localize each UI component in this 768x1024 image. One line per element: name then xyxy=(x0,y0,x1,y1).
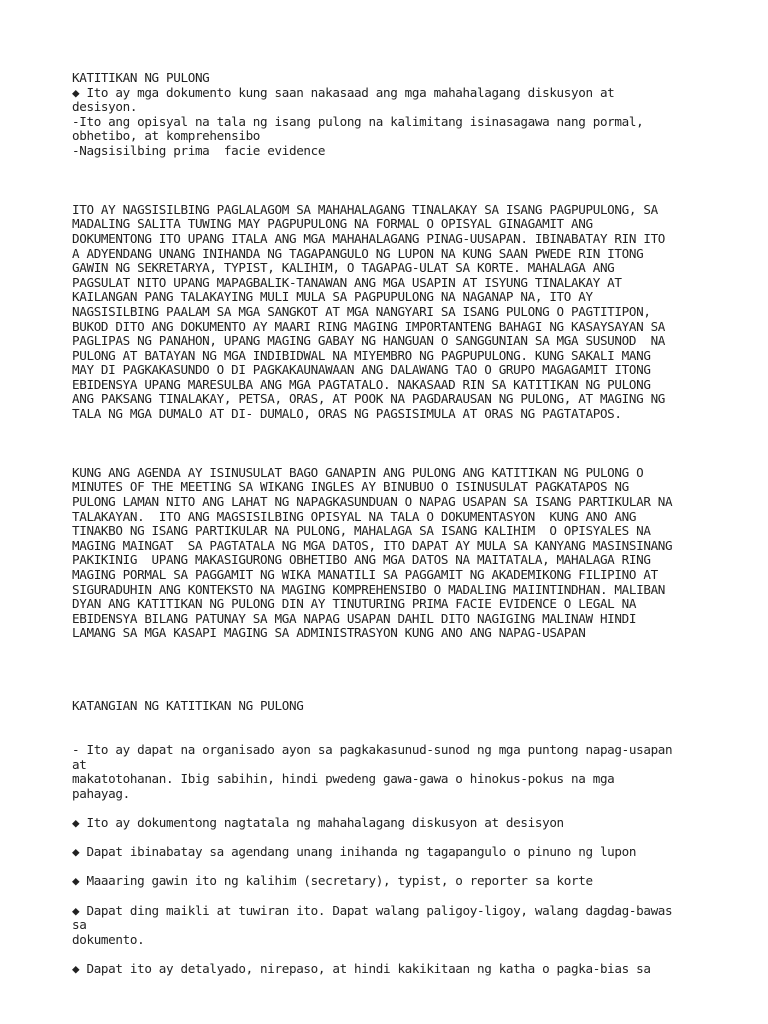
spacer xyxy=(72,714,712,743)
paragraph-2-line: TINAKBO NG ISANG PARTIKULAR NA PULONG, MAHALAGA SA ISANG KALIHIM O OPISYALES NA xyxy=(72,523,651,539)
paragraph-1-line: MADALING SALITA TUWING MAY PAGPUPULONG NA FORMAL O OPISYAL GINAGAMIT ANG xyxy=(72,216,593,232)
spacer xyxy=(72,947,712,962)
paragraph-1-line: PAGLIPAS NG PANAHON, UPANG MAGING GABAY NG HANGUAN O SANGGUNIAN SA MGA SUSUNOD NA xyxy=(72,333,666,349)
paragraph-1-line: MAY DI PAGKAKASUNDO O DI PAGKAKAUNAWAAN ANG DALAWANG TAO O GRUPO MAGAGAMIT ITONG xyxy=(72,362,651,378)
paragraph-2-line: MAGING MAINGAT SA PAGTATALA NG MGA DATOS, ITO DAPAT AY MULA SA KANYANG MASINSINANG xyxy=(72,537,673,553)
list-item: ◆ Ito ay dokumentong nagtatala ng mahahalagang diskusyon at desisyon xyxy=(72,815,564,831)
paragraph-2-line: PAKIKINIG UPANG MAKASIGURONG OBHETIBO ANG MGA DATOS NA MAITATALA, MAHALAGA RING xyxy=(72,552,651,568)
intro-bullet-line-2: desisyon. xyxy=(72,99,138,115)
intro-dash-line-1: -Ito ang opisyal na tala ng isang pulong na kalimitang isinasagawa nang pormal, xyxy=(72,113,644,129)
paragraph-1-line: A ADYENDANG UNANG INIHANDA NG TAGAPANGULO NG LUPON NA KUNG SAAN PWEDE RIN ITONG xyxy=(72,245,644,261)
spacer xyxy=(72,451,712,466)
paragraph-2-line: TALAKAYAN. ITO ANG MAGSISILBING OPISYAL NA TALA O DOKUMENTASYON KUNG ANO ANG xyxy=(72,508,637,524)
paragraph-2 xyxy=(72,466,712,641)
list-item-line: pahayag. xyxy=(72,785,130,801)
intro-bullet-line-1: ◆ Ito ay mga dokumento kung saan nakasaad ang mga mahahalagang diskusyon at xyxy=(72,84,615,100)
list-item-line: at xyxy=(72,756,87,772)
paragraph-1-line: TALA NG MGA DUMALO AT DI- DUMALO, ORAS NG PAGSISIMULA AT ORAS NG PAGTATAPOS. xyxy=(72,406,622,422)
intro-dash-line-2: obhetibo, at komprehensibo xyxy=(72,128,261,144)
spacer xyxy=(72,889,712,904)
list-item: ◆ Dapat ito ay detalyado, nirepaso, at hindi kakikitaan ng katha o pagka-bias sa xyxy=(72,961,651,977)
paragraph-2-line: LAMANG SA MGA KASAPI MAGING SA ADMINISTRASYON KUNG ANO ANG NAPAG-USAPAN xyxy=(72,625,586,641)
spacer xyxy=(72,802,712,817)
list-item-line: makatotohanan. Ibig sabihin, hindi pwedeng gawa-gawa o hinokus-pokus na mga xyxy=(72,771,615,787)
paragraph-1-line: PAGSULAT NITO UPANG MAPAGBALIK-TANAWAN ANG MGA USAPIN AT ISYUNG TINALAKAY AT xyxy=(72,274,622,290)
spacer xyxy=(72,831,712,846)
paragraph-1 xyxy=(72,203,712,422)
paragraph-1-line: BUKOD DITO ANG DOKUMENTO AY MAARI RING MAGING IMPORTANTENG BAHAGI NG KASAYSAYAN SA xyxy=(72,318,666,334)
document-page xyxy=(72,71,712,977)
paragraph-1-line: PULONG AT BATAYAN NG MGA INDIBIDWAL NA MIYEMBRO NG PAGPUPULONG. KUNG SAKALI MANG xyxy=(72,347,651,363)
list-item xyxy=(72,904,712,948)
spacer xyxy=(72,159,712,188)
spacer xyxy=(72,641,712,670)
paragraph-1-line: ANG PAKSANG TINALAKAY, PETSA, ORAS, AT POOK NA PAGDARAUSAN NG PULONG, AT MAGING NG xyxy=(72,391,666,407)
paragraph-2-line: SIGURADUHIN ANG KONTEKSTO NA MAGING KOMPREHENSIBO O MADALING MAIINTINDHAN. MALIBAN xyxy=(72,581,666,597)
spacer xyxy=(72,422,712,451)
paragraph-2-line: KUNG ANG AGENDA AY ISINUSULAT BAGO GANAPIN ANG PULONG ANG KATITIKAN NG PULONG O xyxy=(72,464,644,480)
list-item-line: ◆ Dapat ding maikli at tuwiran ito. Dapat walang paligoy-ligoy, walang dagdag-bawas xyxy=(72,902,673,918)
section-2-title: KATANGIAN NG KATITIKAN NG PULONG xyxy=(72,698,304,714)
paragraph-1-line: GAWIN NG SEKRETARYA, TYPIST, KALIHIM, O TAGAPAG-ULAT SA KORTE. MAHALAGA ANG xyxy=(72,260,615,276)
list-item-line: - Ito ay dapat na organisado ayon sa pagkakasunud-sunod ng mga puntong napag-usapan xyxy=(72,742,673,758)
paragraph-2-line: PULONG LAMAN NITO ANG LAHAT NG NAPAGKASUNDUAN O NAPAG USAPAN SA ISANG PARTIKULAR NA xyxy=(72,494,673,510)
paragraph-1-line: NAGSISILBING PAALAM SA MGA SANGKOT AT MGA NANGYARI SA ISANG PULONG O PAGTITIPON, xyxy=(72,303,651,319)
document-title: KATITIKAN NG PULONG xyxy=(72,70,210,85)
list-item-line: dokumento. xyxy=(72,931,145,947)
spacer xyxy=(72,188,712,203)
paragraph-2-line: MINUTES OF THE MEETING SA WIKANG INGLES AY BINUBUO O ISINUSULAT PAGKATAPOS NG xyxy=(72,479,629,495)
spacer xyxy=(72,860,712,875)
paragraph-1-line: DOKUMENTONG ITO UPANG ITALA ANG MGA MAHAHALAGANG PINAG-UUSAPAN. IBINABATAY RIN ITO xyxy=(72,230,666,246)
paragraph-1-line: KAILANGAN PANG TALAKAYING MULI MULA SA PAGPUPULONG NA NAGANAP NA, ITO AY xyxy=(72,289,593,305)
paragraph-1-line: ITO AY NAGSISILBING PAGLALAGOM SA MAHAHALAGANG TINALAKAY SA ISANG PAGPUPULONG, SA xyxy=(72,201,658,217)
list-item-line: sa xyxy=(72,917,87,933)
list-item xyxy=(72,743,712,801)
paragraph-2-line: EBIDENSYA BILANG PATUNAY SA MGA NAPAG USAPAN DAHIL DITO NAGIGING MALINAW HINDI xyxy=(72,610,637,626)
paragraph-2-line: MAGING PORMAL SA PAGGAMIT NG WIKA MANATILI SA PAGGAMIT NG AKADEMIKONG FILIPINO AT xyxy=(72,567,658,582)
spacer xyxy=(72,670,712,699)
paragraph-2-line: DYAN ANG KATITIKAN NG PULONG DIN AY TINUTURING PRIMA FACIE EVIDENCE O LEGAL NA xyxy=(72,596,637,612)
intro-dash-2: -Nagsisilbing prima facie evidence xyxy=(72,142,326,158)
list-item: ◆ Dapat ibinabatay sa agendang unang inihanda ng tagapangulo o pinuno ng lupon xyxy=(72,844,637,860)
paragraph-1-line: EBIDENSYA UPANG MARESULBA ANG MGA PAGTATALO. NAKASAAD RIN SA KATITIKAN NG PULONG xyxy=(72,376,651,392)
list-item: ◆ Maaaring gawin ito ng kalihim (secretary), typist, o reporter sa korte xyxy=(72,873,593,889)
